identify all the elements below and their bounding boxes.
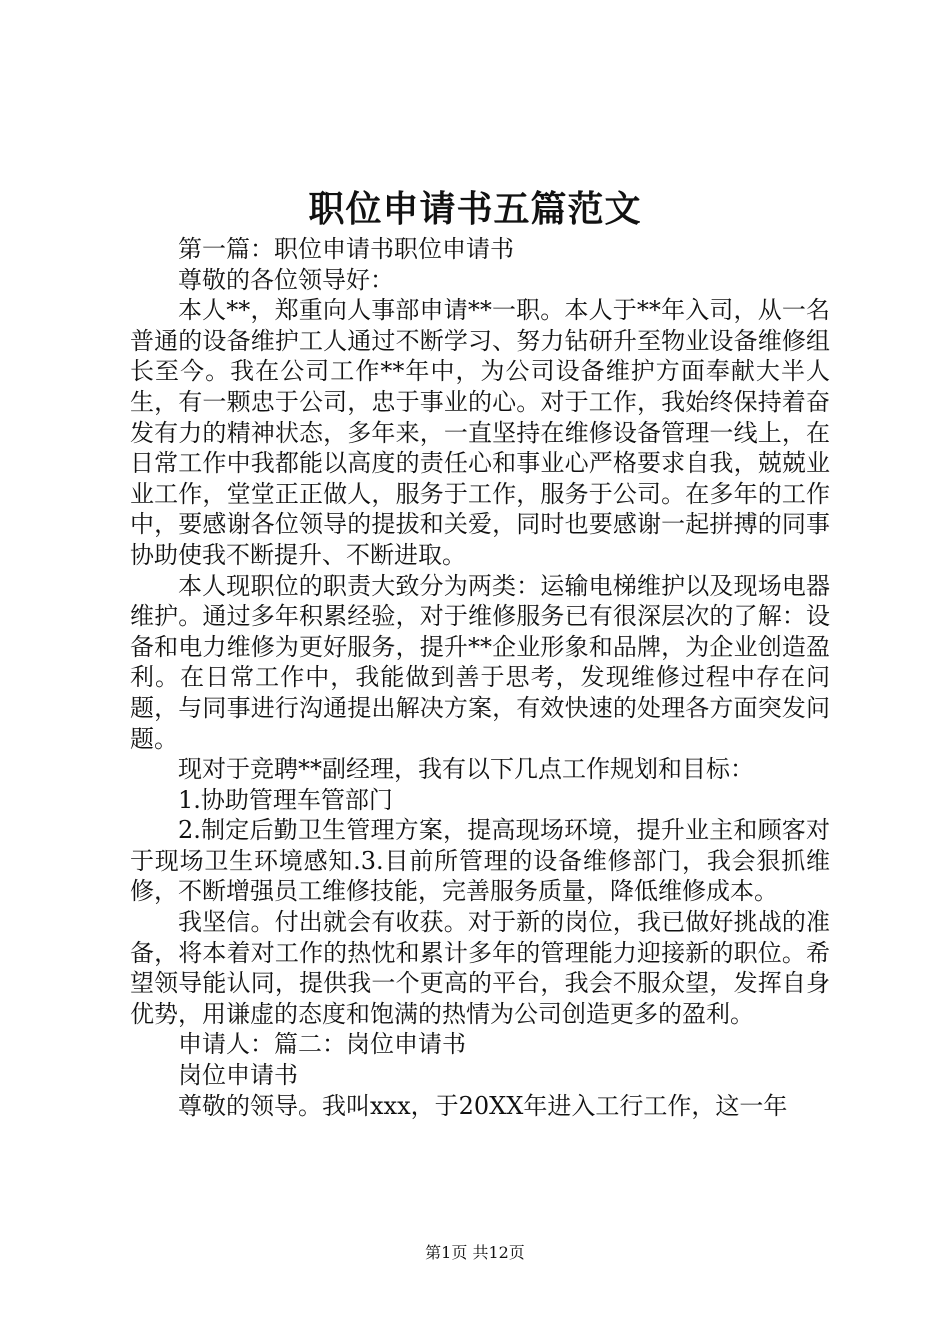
paragraph-duties: 本人现职位的职责大致分为两类：运输电梯维护以及现场电器维护。通过多年积累经验，对于维修服务已有很深层次的了解：设备和电力维修为更好服务，提升**企业形象和品牌，为企业创造盈利。在日常工作中，我能做到善于思考，发现维修过程中存在问题，与同事进行沟通提出解决方案，有效快速的处理各方面突发问题。 xyxy=(130,571,830,753)
paragraph-salutation: 尊敬的各位领导好： xyxy=(178,265,394,294)
paragraph-section-heading-1: 第一篇：职位申请书职位申请书 xyxy=(178,235,514,263)
paragraph-plan-item-2: 2.制定后勤卫生管理方案，提高现场环境，提升业主和顾客对于现场卫生环境感知.3.目前所管理的设备维修部门，我会狠抓维修，不断增强员工维修技能，完善服务质量，降低维修成本。 xyxy=(130,816,830,906)
page-footer: 第1页 共12页 xyxy=(425,1243,525,1262)
paragraph-introduction: 本人**，郑重向人事部申请**一职。本人于**年入司，从一名普通的设备维护工人通过不断学习、努力钻研升至物业设备维修组长至今。我在公司工作**年中，为公司设备维护方面奉献大半人生，有一颗忠于公司，忠于事业的心。对于工作，我始终保持着奋发有力的精神状态，多年来，一直坚持在维修设备管理一线上，在日常工作中我都能以高度的责任心和事业心严格要求自我，兢兢业业工作，堂堂正正做人，服务于工作，服务于公司。在多年的工作中，要感谢各位领导的提拔和关爱，同时也要感谢一起拼搏的同事协助使我不断提升、不断进取。 xyxy=(130,296,830,569)
document-title: 职位申请书五篇范文 xyxy=(308,188,642,230)
paragraph-plan-intro: 现对于竞聘**副经理，我有以下几点工作规划和目标： xyxy=(178,755,754,784)
paragraph-applicant: 申请人：篇二：岗位申请书 xyxy=(178,1030,466,1059)
paragraph-second-letter-start: 尊敬的领导。我叫xxx，于20XX年进入工行工作，这一年 xyxy=(178,1091,788,1120)
paragraph-conclusion: 我坚信。付出就会有收获。对于新的岗位，我已做好挑战的准备，将本着对工作的热忱和累计多年的管理能力迎接新的职位。希望领导能认同，提供我一个更高的平台，我会不服众望，发挥自身优势，用谦虚的态度和饱满的热情为公司创造更多的盈利。 xyxy=(130,908,830,1028)
document-body xyxy=(130,234,830,1121)
paragraph-section-heading-2: 岗位申请书 xyxy=(178,1061,298,1090)
paragraph-plan-item-1: 1.协助管理车管部门 xyxy=(178,785,393,814)
